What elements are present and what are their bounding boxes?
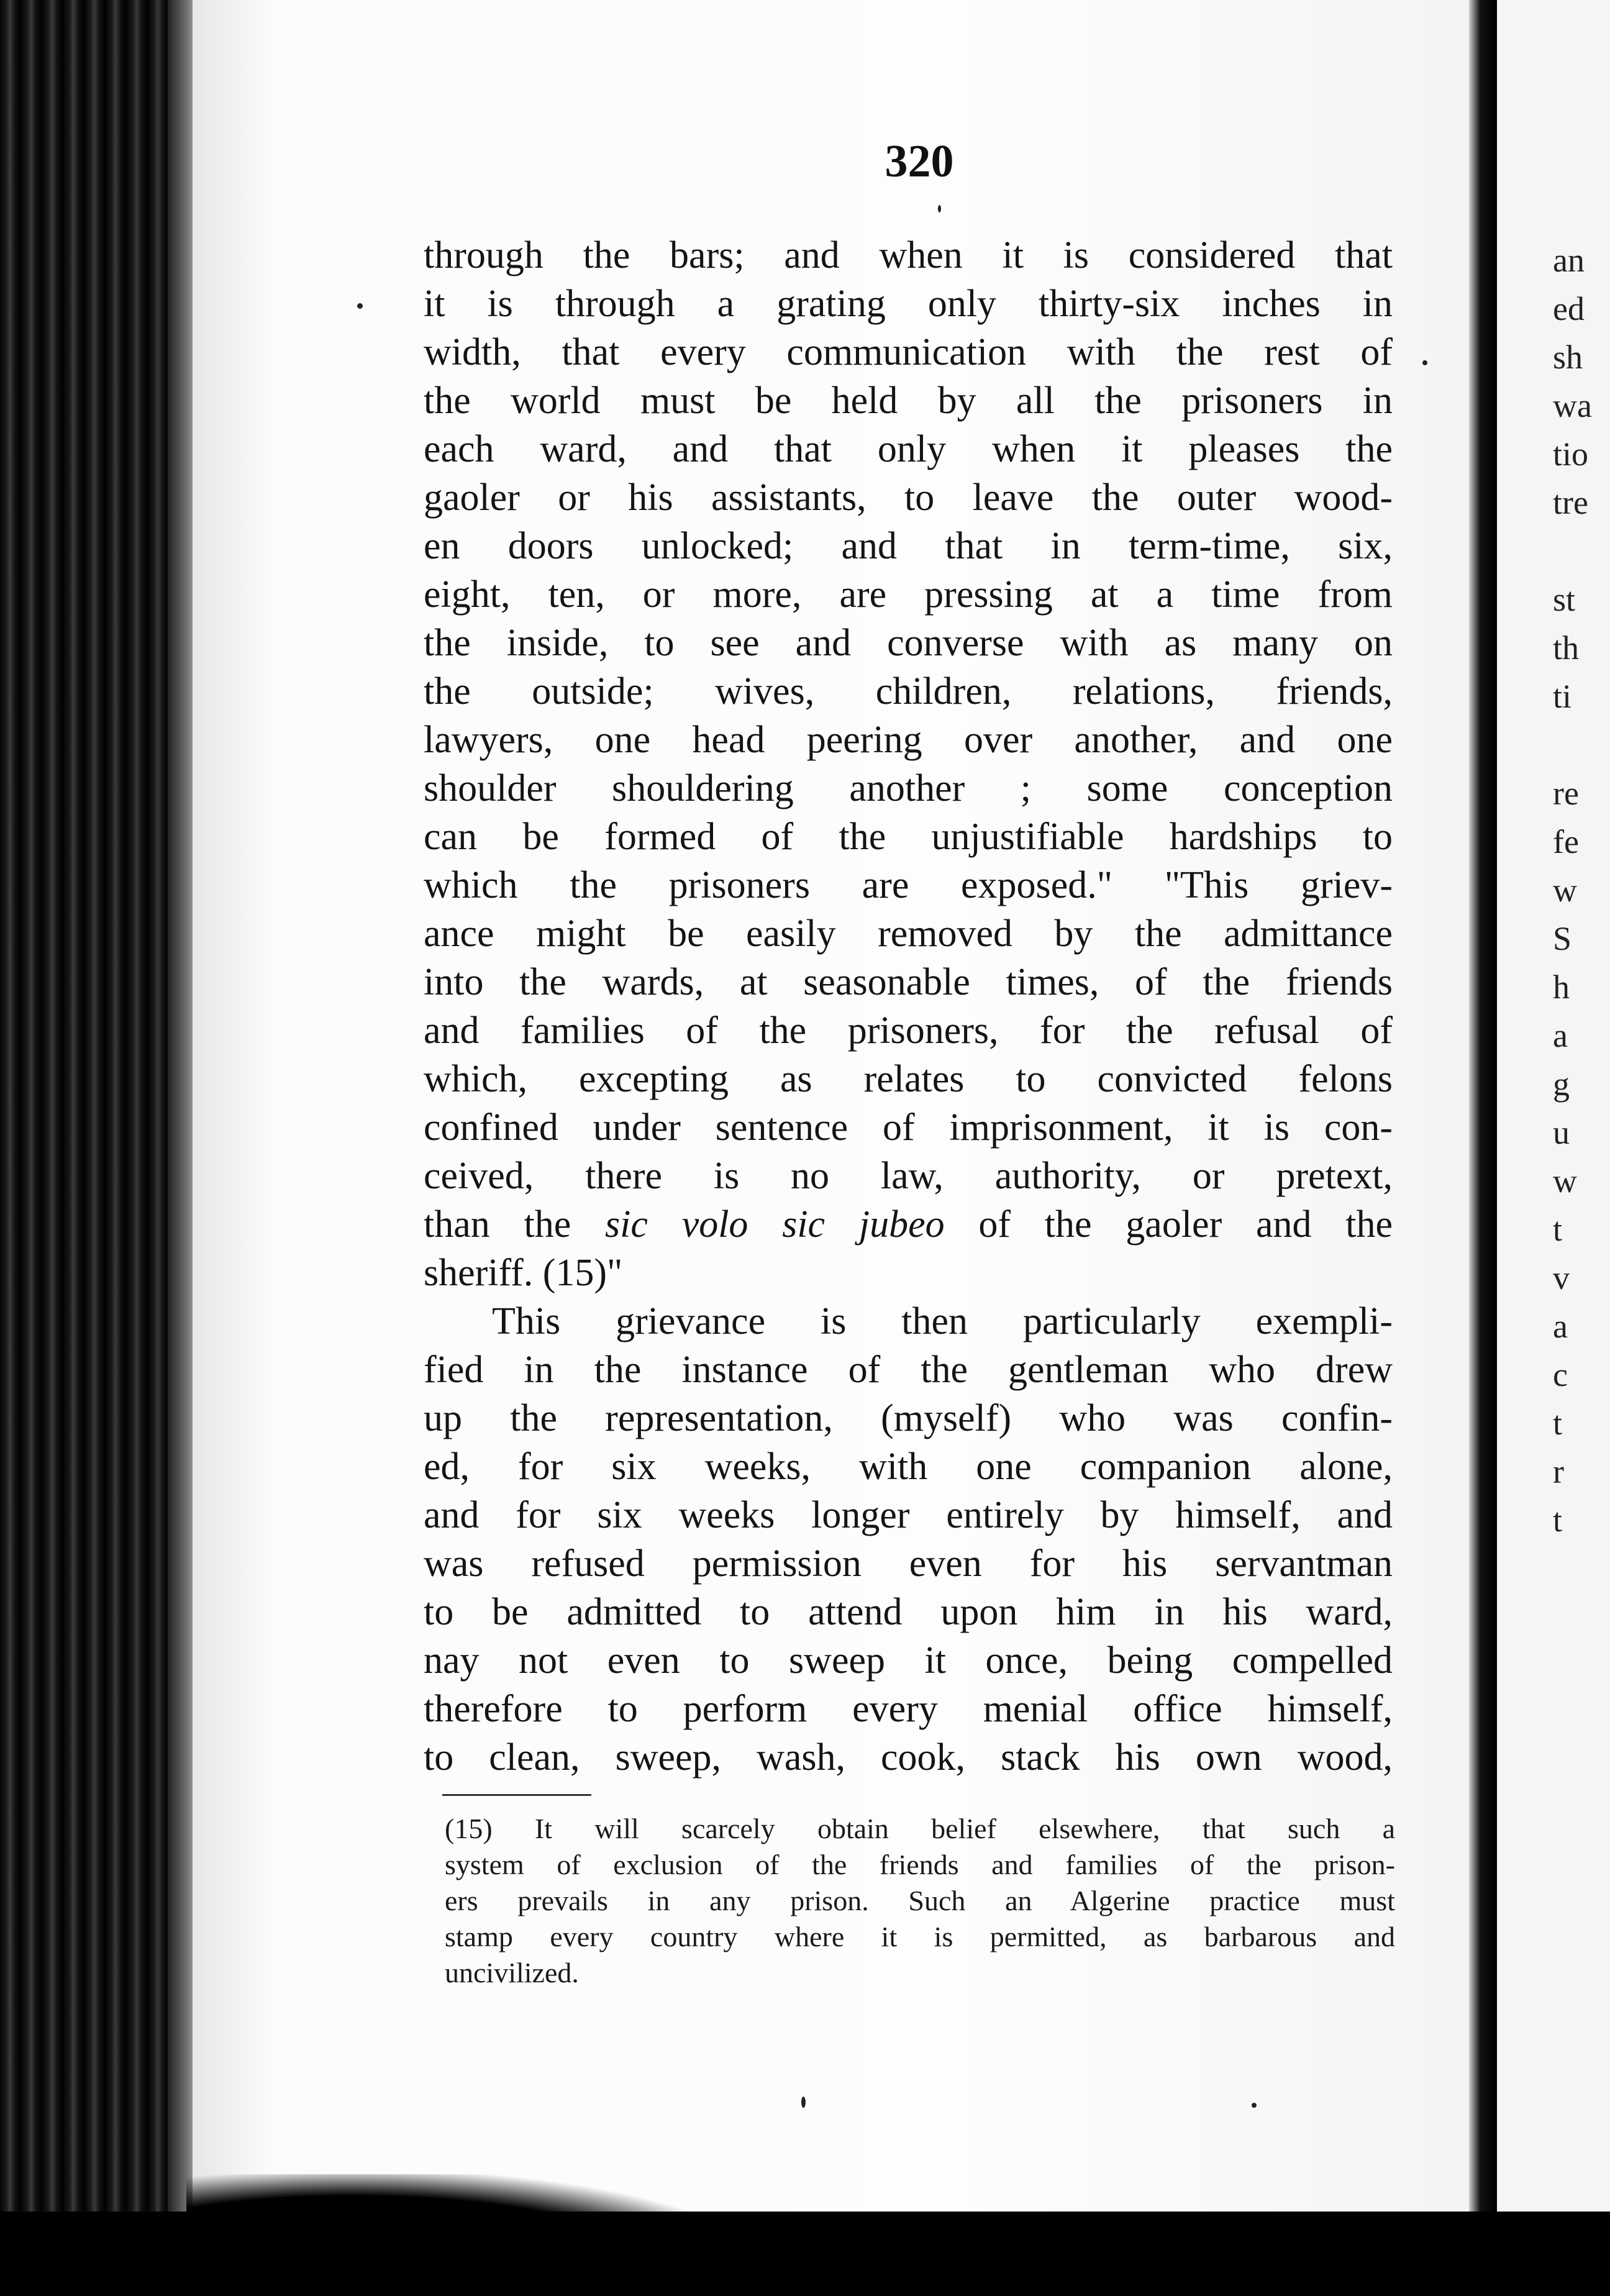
text-line: gaoler or his assistants, to leave the outer wood- <box>424 476 1393 519</box>
facing-page-fragment: w <box>1553 872 1577 909</box>
facing-page-fragment: ed <box>1553 290 1585 327</box>
text-line: each ward, and that only when it pleases the <box>424 428 1393 470</box>
facing-page-fragment: u <box>1553 1114 1570 1151</box>
text-line: to clean, sweep, wash, cook, stack his own wood, <box>424 1736 1393 1779</box>
text-line: to be admitted to attend upon him in his ward, <box>424 1591 1393 1633</box>
text-fragment: of the gaoler and the <box>978 1203 1393 1246</box>
text-line: through the bars; and when it is considered that <box>424 234 1393 276</box>
footnote-line: (15) It will scarcely obtain belief elsewhere, that such a <box>445 1813 1395 1844</box>
facing-page-fragment: a <box>1553 1017 1568 1054</box>
scan-border-bottom <box>0 2212 1610 2296</box>
text-line: was refused permission even for his servantman <box>424 1542 1393 1585</box>
text-line: and for six weeks longer entirely by himself, and <box>424 1494 1393 1536</box>
text-line: lawyers, one head peering over another, and one <box>424 719 1393 761</box>
facing-page-fragment: S <box>1553 920 1572 957</box>
text-line: can be formed of the unjustifiable hardships to <box>424 816 1393 858</box>
facing-page-fragment: re <box>1553 775 1579 812</box>
facing-page-fragment <box>1553 721 1610 769</box>
text-line: ceived, there is no law, authority, or pretext, <box>424 1155 1393 1197</box>
ink-speck <box>938 205 941 212</box>
text-line: it is through a grating only thirty-six inches in <box>424 283 1393 325</box>
facing-page-fragment: th <box>1553 629 1580 667</box>
text-line: This grievance is then particularly exempli- <box>492 1300 1393 1342</box>
facing-page-fragment: tre <box>1553 484 1588 521</box>
text-line: nay not even to sweep it once, being compelled <box>424 1639 1393 1682</box>
text-line: therefore to perform every menial office himself, <box>424 1688 1393 1730</box>
ink-speck <box>357 303 363 309</box>
facing-page-fragment: fe <box>1553 823 1579 860</box>
ink-speck <box>1422 360 1427 365</box>
text-line: eight, ten, or more, are pressing at a time from <box>424 573 1393 616</box>
facing-page-fragment: tio <box>1553 435 1589 473</box>
facing-page-fragment: r <box>1553 1453 1564 1490</box>
facing-page-text <box>1553 236 1610 1544</box>
text-line: the world must be held by all the prisoners in <box>424 380 1393 422</box>
facing-page-fragment: st <box>1553 581 1576 618</box>
footnote-line: system of exclusion of the friends and families of the prison- <box>445 1849 1395 1880</box>
text-line: ed, for six weeks, with one companion alone, <box>424 1446 1393 1488</box>
text-line: sheriff. (15)" <box>424 1252 623 1294</box>
facing-page-fragment: a <box>1553 1308 1568 1345</box>
facing-page-fragment: g <box>1553 1065 1570 1103</box>
text-line: shoulder shouldering another ; some conception <box>424 767 1393 809</box>
text-line: which the prisoners are exposed." "This griev- <box>424 864 1393 906</box>
facing-page-fragment: an <box>1553 242 1585 279</box>
text-line: which, excepting as relates to convicted felons <box>424 1058 1393 1100</box>
facing-page-fragment: h <box>1553 968 1570 1006</box>
text-line: en doors unlocked; and that in term-time, six, <box>424 525 1393 567</box>
text-line: up the representation, (myself) who was confin- <box>424 1397 1393 1439</box>
facing-page-fragment: t <box>1553 1211 1563 1248</box>
book-spine <box>0 0 186 2296</box>
text-line-latin <box>424 1200 1393 1249</box>
facing-page-fragment <box>1553 527 1610 575</box>
text-line: the outside; wives, children, relations, friends, <box>424 670 1393 713</box>
footnote <box>445 1811 1395 1991</box>
footnote-line: uncivilized. <box>445 1957 579 1988</box>
text-line: confined under sentence of imprisonment, it is con- <box>424 1106 1393 1149</box>
text-line: ance might be easily removed by the admittance <box>424 913 1393 955</box>
facing-page-fragment: c <box>1553 1356 1568 1393</box>
ink-speck <box>1252 2103 1257 2108</box>
text-fragment: than the <box>424 1203 571 1246</box>
facing-page-fragment: v <box>1553 1259 1570 1296</box>
page-number: 320 <box>885 136 954 187</box>
facing-page-fragment: sh <box>1553 339 1583 376</box>
facing-page-fragment: t <box>1553 1405 1563 1442</box>
footnote-line: stamp every country where it is permitted, as barbarous and <box>445 1921 1395 1952</box>
facing-page-fragment: w <box>1553 1162 1577 1200</box>
footnote-line: ers prevails in any prison. Such an Algerine practice must <box>445 1885 1395 1916</box>
latin-phrase: sic volo sic jubeo <box>605 1203 945 1246</box>
text-line: and families of the prisoners, for the refusal of <box>424 1009 1393 1052</box>
facing-page-fragment: t <box>1553 1501 1563 1539</box>
body-text <box>424 231 1393 1782</box>
footnote-rule <box>442 1794 591 1796</box>
ink-speck <box>801 2097 806 2108</box>
text-line: the inside, to see and converse with as many on <box>424 622 1393 664</box>
book-gutter <box>1469 0 1497 2236</box>
text-line: fied in the instance of the gentleman who drew <box>424 1349 1393 1391</box>
facing-page-fragment: ti <box>1553 678 1572 715</box>
facing-page-fragment: wa <box>1553 387 1592 424</box>
text-line: into the wards, at seasonable times, of the friends <box>424 961 1393 1003</box>
text-line: width, that every communication with the rest of <box>424 331 1393 373</box>
